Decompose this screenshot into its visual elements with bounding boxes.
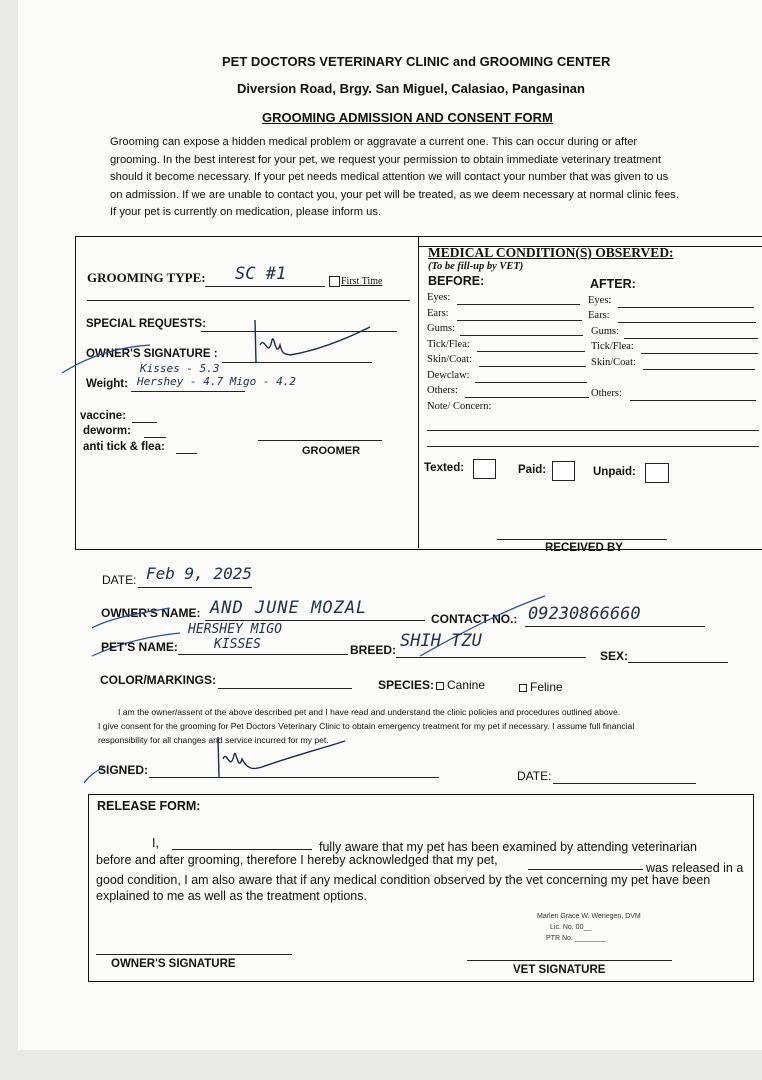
vet-signature-label: VET SIGNATURE [513, 964, 606, 976]
anti-tick-label: anti tick & flea: [83, 441, 165, 453]
date-label: DATE: [102, 573, 137, 587]
sex-line [628, 662, 728, 663]
anti-tick-line [176, 453, 197, 454]
weight-line [131, 391, 245, 392]
weight-label: Weight: [86, 378, 128, 390]
after-skin-line [643, 369, 755, 370]
consent-line-2: I give consent for the grooming for Pet Doctors Veterinary Clinic to obtain emergency treatment for my pet if necessary. I assume full financial [98, 721, 635, 731]
first-time-label: First Time [341, 276, 383, 287]
owner-name-value: AND JUNE MOZAL [210, 598, 368, 618]
intro-line: should it become necessary. If your pet needs medical attention we will contact your number that was given to us [110, 171, 669, 183]
release-text-5: good condition, I am also aware that if any medical condition observed by the vet concerning my pet have been [96, 873, 711, 887]
before-others: Others: [427, 385, 458, 396]
texted-label: Texted: [424, 462, 465, 474]
consent-date-label: DATE: [517, 769, 552, 783]
sex-label: SEX: [600, 649, 629, 663]
note-line-1 [427, 430, 759, 431]
release-owner-signature-line [96, 954, 292, 955]
release-owner-signature-label: OWNER'S SIGNATURE [111, 958, 236, 970]
first-time-checkbox[interactable] [329, 276, 340, 287]
deworm-line [144, 437, 166, 438]
before-skin-line [479, 366, 586, 367]
owner-signature-mark [60, 315, 380, 375]
consent-signature-mark [80, 725, 380, 785]
after-gums: Gums: [591, 326, 620, 337]
release-text-2: fully aware that my pet has been examined by attending veterinarian [319, 840, 698, 854]
clinic-name: PET DOCTORS VETERINARY CLINIC and GROOMING CENTER [222, 54, 611, 69]
vet-signature-line [467, 960, 672, 961]
groomer-label: GROOMER [302, 445, 361, 457]
unpaid-label: Unpaid: [593, 466, 636, 478]
special-requests-label: SPECIAL REQUESTS: [86, 318, 206, 330]
after-others-line [630, 400, 756, 401]
intro-line: grooming. In the best interest for your pet, we request your permission to obtain immediate veterinary treatment [110, 153, 661, 166]
color-markings-label: COLOR/MARKINGS: [100, 673, 216, 687]
grooming-type-line-2 [87, 300, 410, 301]
unpaid-checkbox[interactable] [645, 463, 669, 483]
pet-name-value-top: HERSHEY MIGO [188, 622, 282, 637]
consent-line-1: I am the owner/assent of the above described pet and I have read and understand the clinic policies and procedures outlined above. [118, 707, 621, 717]
after-tick-line [641, 353, 758, 354]
received-by-label: RECEIVED BY [545, 542, 623, 554]
pet-name-label: PET'S NAME: [101, 640, 178, 654]
after-ears-line [618, 322, 756, 323]
after-eyes: Eyes: [588, 295, 612, 306]
panel-divider [418, 236, 419, 548]
canine-checkbox[interactable] [436, 682, 444, 690]
intro-paragraph [110, 134, 679, 222]
note-line-2 [427, 446, 759, 447]
weight-value-top: Kisses - 5.3 [140, 362, 220, 375]
contact-label: CONTACT NO.: [431, 612, 518, 626]
before-tick-line [477, 351, 585, 352]
breed-label: BREED: [350, 643, 397, 657]
release-text-4: was released in a [646, 861, 744, 875]
grooming-type-value: SC #1 [235, 264, 287, 284]
form-title: GROOMING ADMISSION AND CONSENT FORM [262, 110, 553, 125]
before-ears-line [457, 320, 582, 321]
date-value: Feb 9, 2025 [146, 564, 252, 583]
breed-line [396, 657, 586, 658]
intro-line: on admission. If we are unable to contact you, your pet will be treated, as we deem necessary at normal clinic fees. [110, 188, 679, 201]
after-gums-line [624, 338, 758, 339]
texted-checkbox[interactable] [473, 459, 496, 479]
contact-line [525, 626, 705, 627]
before-gums: Gums: [427, 323, 456, 334]
medical-subtitle: (To be fill-up by VET) [428, 261, 524, 272]
release-text-1: I, [152, 836, 159, 850]
breed-value: SHIH TZU [400, 631, 482, 651]
received-by-line [497, 539, 667, 540]
before-gums-line [460, 335, 583, 336]
vet-name-stamp: Marlen Grace W. Wenegen, DVM [537, 913, 641, 920]
weight-value-main: Hershey - 4.7 Migo - 4.2 [137, 375, 296, 388]
before-skin: Skin/Coat: [427, 354, 472, 365]
color-markings-line [218, 688, 352, 689]
paid-label: Paid: [518, 464, 547, 476]
after-eyes-line [618, 307, 754, 308]
after-ears: Ears: [588, 310, 610, 321]
intro-line: If your pet is currently on medication, please inform us. [110, 206, 382, 218]
pet-name-value-bottom: KISSES [214, 637, 261, 652]
owner-name-label: OWNER'S NAME: [101, 606, 201, 620]
after-label: AFTER: [590, 277, 636, 291]
grooming-type-line [205, 286, 325, 287]
before-label: BEFORE: [428, 274, 485, 288]
before-tick: Tick/Flea: [427, 339, 470, 350]
note-concern: Note/ Concern: [427, 401, 492, 412]
contact-value: 09230866660 [528, 604, 641, 624]
before-dewclaw: Dewclaw: [427, 370, 470, 381]
intro-line: Grooming can expose a hidden medical problem or aggravate a current one. This can occur during or after [110, 136, 638, 148]
after-others: Others: [591, 388, 622, 399]
after-skin: Skin/Coat: [591, 357, 636, 368]
vet-license-stamp: Lic. No. 00__ [550, 924, 592, 931]
signed-label: SIGNED: [98, 763, 149, 777]
clinic-address: Diversion Road, Brgy. San Miguel, Calasiao, Pangasinan [237, 81, 585, 96]
consent-line-3: responsibility for all changes and service incurred for my pet. [98, 735, 329, 745]
after-tick: Tick/Flea: [591, 341, 634, 352]
release-text-6: explained to me as well as the treatment options. [96, 889, 367, 903]
before-eyes: Eyes: [427, 292, 451, 303]
feline-checkbox[interactable] [519, 684, 527, 692]
medical-title: MEDICAL CONDITION(S) OBSERVED: [428, 245, 674, 260]
vaccine-line [132, 422, 157, 423]
grooming-type-label: GROOMING TYPE: [87, 270, 206, 285]
species-label: SPECIES: [378, 678, 435, 692]
vet-ptr-stamp: PTR No. ________ [546, 935, 606, 942]
consent-date-line [553, 783, 696, 784]
release-title: RELEASE FORM: [97, 799, 201, 813]
pet-name-line [178, 654, 348, 655]
before-dewclaw-line [475, 382, 587, 383]
before-ears: Ears: [427, 308, 449, 319]
vaccine-label: vaccine: [80, 410, 127, 422]
paid-checkbox[interactable] [552, 461, 575, 481]
groomer-signature-line [258, 440, 382, 441]
owner-signature-label: OWNER'S SIGNATURE : [86, 348, 218, 360]
before-eyes-line [457, 304, 580, 305]
feline-label: Feline [530, 680, 563, 694]
deworm-label: deworm: [83, 425, 131, 437]
canine-label: Canine [447, 678, 486, 692]
before-others-line [465, 397, 589, 398]
release-text-3: before and after grooming, therefore I hereby acknowledged that my pet, [96, 853, 498, 867]
